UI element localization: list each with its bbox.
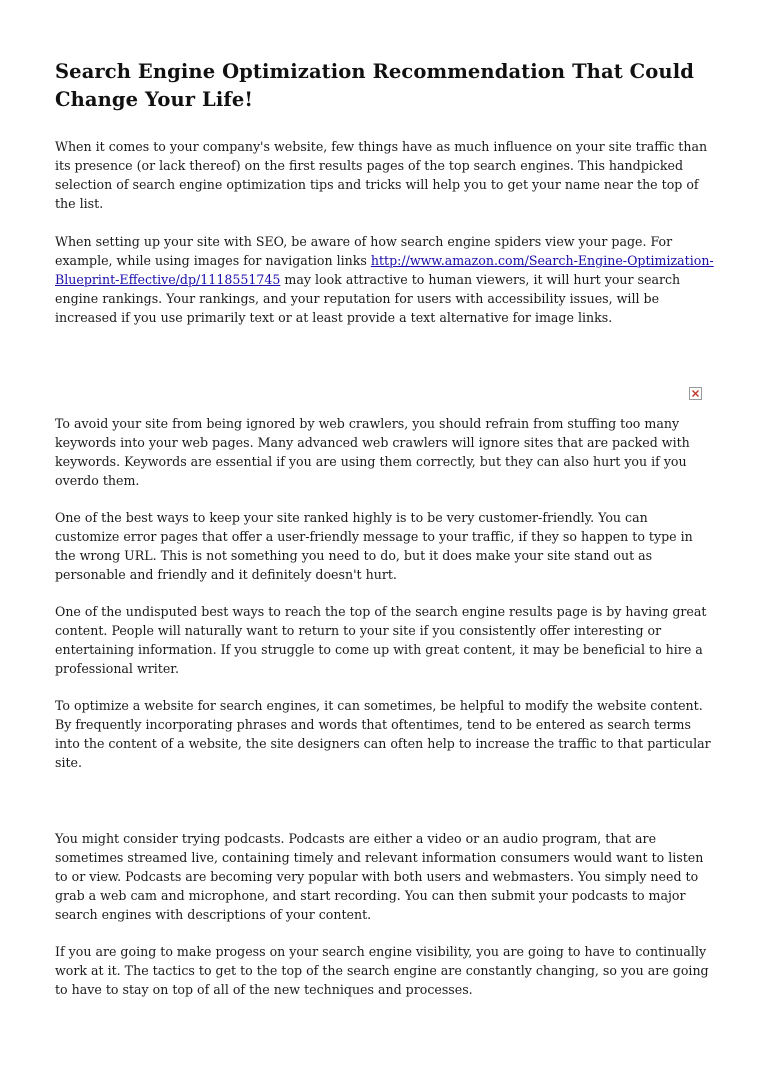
paragraph-text: may look attractive to human viewers, it will hurt your search engine rankings. Your rankings, and your reputation for users with accessibility issues, will be increased if you use primarily text or at least provide a text alternative for image links.: [55, 272, 681, 325]
paragraph-optimize-content: To optimize a website for search engines, it can sometimes, be helpful to modify the website content. By frequently incorporating phrases and words that oftentimes, tend to be entered as search terms into the content of a website, the site designers can often help to increase the traffic to that particular site.: [55, 698, 711, 770]
paragraph-continual-work: If you are going to make progess on your search engine visibility, you are going to have to continually work at it. The tactics to get to the top of the search engine are constantly changing, so you are going to have to stay on top of all of the new techniques and processes.: [55, 944, 709, 997]
paragraph-great-content: One of the undisputed best ways to reach the top of the search engine results page is by having great content. People will naturally want to return to your site if you consistently offer interesting or entertaining information. If you struggle to come up with great content, it may be beneficial to hire a professional writer.: [55, 604, 707, 676]
close-x-icon: [692, 390, 699, 397]
paragraph-intro: When it comes to your company's website, few things have as much influence on your site traffic than its presence (or lack thereof) on the first results pages of the top search engines. This handpicked selection of search engine optimization tips and tricks will help you to get your name near the top of the list.: [55, 139, 708, 211]
amazon-book-link[interactable]: http://www.amazon.com/Search-Engine-Optimization-Blueprint-Effective/dp/1118551745: [55, 253, 714, 287]
paragraph-keywords: To avoid your site from being ignored by web crawlers, you should refrain from stuffing too many keywords into your web pages. Many advanced web crawlers will ignore sites that are packed with keywords. Keywords are essential if you are using them correctly, but they can also hurt you if you overdo them.: [55, 416, 690, 488]
paragraph-podcasts: You might consider trying podcasts. Podcasts are either a video or an audio program, that are sometimes streamed live, containing timely and relevant information consumers would want to listen to or view. Podcasts are becoming very popular with both users and webmasters. You simply need to grab a web cam and microphone, and start recording. You can then submit your podcasts to major search engines with descriptions of your content.: [55, 831, 704, 922]
paragraph-text: When setting up your site with SEO, be aware of how search engine spiders view your page. For example, while using images for navigation links: [55, 234, 673, 268]
document-body: [55, 58, 715, 327]
paragraph-seo-spiders: [55, 232, 715, 327]
broken-image-icon: [689, 387, 702, 400]
paragraph-customer-friendly: One of the best ways to keep your site ranked highly is to be very customer-friendly. You can customize error pages that offer a user-friendly message to your traffic, if they so happen to type in the wrong URL. This is not something you need to do, but it does make your site stand out as personable and friendly and it definitely doesn't hurt.: [55, 510, 693, 582]
document-title: Search Engine Optimization Recommendation That Could Change Your Life!: [55, 60, 694, 111]
